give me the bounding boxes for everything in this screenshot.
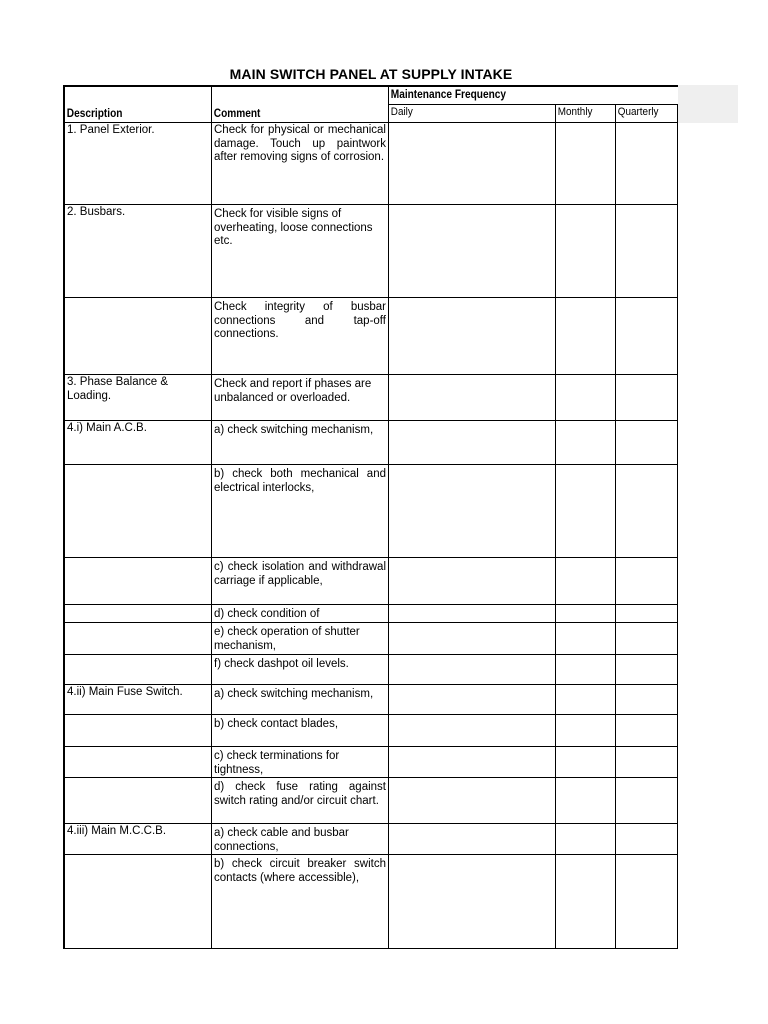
row-quarterly-cell — [615, 823, 677, 854]
header-description: Description — [66, 108, 123, 120]
row-description — [65, 779, 211, 823]
row-comment: d) check fuse rating against switch rating and/or circuit chart. — [214, 781, 386, 807]
row-quarterly-cell — [615, 204, 677, 297]
row-daily-cell — [388, 654, 555, 684]
row-daily-cell — [388, 297, 555, 374]
row-quarterly-cell — [615, 557, 677, 604]
row-daily-cell — [388, 684, 555, 714]
row-daily-cell — [388, 420, 555, 464]
row-monthly-cell — [555, 854, 615, 948]
header-quarterly: Quarterly — [617, 106, 659, 118]
row-comment: a) check switching mechanism, — [214, 424, 374, 436]
row-comment: e) check operation of shutter mechanism, — [214, 626, 360, 652]
row-quarterly-cell — [615, 122, 677, 204]
row-monthly-cell — [555, 204, 615, 297]
row-daily-cell — [388, 714, 555, 746]
row-comment: Check for physical or mechanical damage. Touch up paintwork after removing signs of corrosion. — [214, 124, 386, 164]
row-monthly-cell — [555, 297, 615, 374]
row-quarterly-cell — [615, 777, 677, 823]
row-quarterly-cell — [615, 654, 677, 684]
row-monthly-cell — [555, 464, 615, 557]
row-monthly-cell — [555, 654, 615, 684]
row-daily-cell — [388, 374, 555, 420]
row-description: 2. Busbars. — [67, 206, 126, 218]
row-daily-cell — [388, 204, 555, 297]
row-comment: d) check condition of — [214, 608, 320, 620]
row-monthly-cell — [555, 374, 615, 420]
row-daily-cell — [388, 122, 555, 204]
row-description — [65, 606, 211, 622]
row-description — [65, 748, 211, 777]
row-description: 4.i) Main A.C.B. — [67, 422, 147, 434]
row-description — [65, 299, 211, 374]
row-comment: c) check terminations for tightness, — [214, 750, 340, 776]
row-daily-cell — [388, 622, 555, 654]
row-description — [65, 856, 211, 948]
row-quarterly-cell — [615, 464, 677, 557]
column-divider — [677, 104, 678, 948]
row-quarterly-cell — [615, 854, 677, 948]
row-quarterly-cell — [615, 622, 677, 654]
row-comment: c) check isolation and withdrawal carriage if applicable, — [214, 561, 386, 587]
row-daily-cell — [388, 823, 555, 854]
row-monthly-cell — [555, 622, 615, 654]
row-monthly-cell — [555, 714, 615, 746]
row-comment: Check and report if phases are unbalanced or overloaded. — [214, 378, 372, 404]
row-comment: Check for visible signs of overheating, loose connections etc. — [214, 208, 373, 248]
header-divider — [388, 104, 678, 105]
row-quarterly-cell — [615, 420, 677, 464]
row-comment: b) check both mechanical and electrical interlocks, — [214, 468, 386, 494]
row-monthly-cell — [555, 122, 615, 204]
row-description — [65, 624, 211, 654]
page-title: MAIN SWITCH PANEL AT SUPPLY INTAKE — [229, 66, 513, 82]
row-monthly-cell — [555, 420, 615, 464]
row-description: 1. Panel Exterior. — [67, 124, 155, 136]
row-quarterly-cell — [615, 714, 677, 746]
row-description — [65, 716, 211, 746]
row-daily-cell — [388, 604, 555, 622]
row-monthly-cell — [555, 746, 615, 777]
row-comment: a) check cable and busbar connections, — [214, 827, 349, 853]
row-monthly-cell — [555, 604, 615, 622]
row-quarterly-cell — [615, 374, 677, 420]
row-description: 4.iii) Main M.C.C.B. — [67, 825, 167, 837]
row-daily-cell — [388, 854, 555, 948]
row-quarterly-cell — [615, 746, 677, 777]
row-description — [65, 656, 211, 684]
row-daily-cell — [388, 746, 555, 777]
header-maintenance-frequency: Maintenance Frequency — [390, 89, 507, 101]
row-quarterly-cell — [615, 684, 677, 714]
row-description — [65, 559, 211, 604]
header-monthly: Monthly — [557, 106, 593, 118]
row-comment: b) check circuit breaker switch contacts (where accessible), — [214, 858, 386, 884]
row-monthly-cell — [555, 684, 615, 714]
row-quarterly-cell — [615, 604, 677, 622]
row-quarterly-cell — [615, 297, 677, 374]
row-comment: f) check dashpot oil levels. — [214, 658, 349, 670]
row-daily-cell — [388, 464, 555, 557]
row-monthly-cell — [555, 557, 615, 604]
row-description — [65, 466, 211, 557]
row-daily-cell — [388, 557, 555, 604]
row-monthly-cell — [555, 777, 615, 823]
row-description: 3. Phase Balance & Loading. — [67, 376, 169, 402]
header-comment: Comment — [213, 108, 261, 120]
row-comment: b) check contact blades, — [214, 718, 339, 730]
table-top-border — [64, 85, 678, 87]
header-daily: Daily — [390, 106, 413, 118]
row-description: 4.ii) Main Fuse Switch. — [67, 686, 183, 698]
row-comment: Check integrity of busbar connections and tap-off connections. — [214, 301, 386, 341]
row-comment: a) check switching mechanism, — [214, 688, 374, 700]
row-daily-cell — [388, 777, 555, 823]
row-monthly-cell — [555, 823, 615, 854]
